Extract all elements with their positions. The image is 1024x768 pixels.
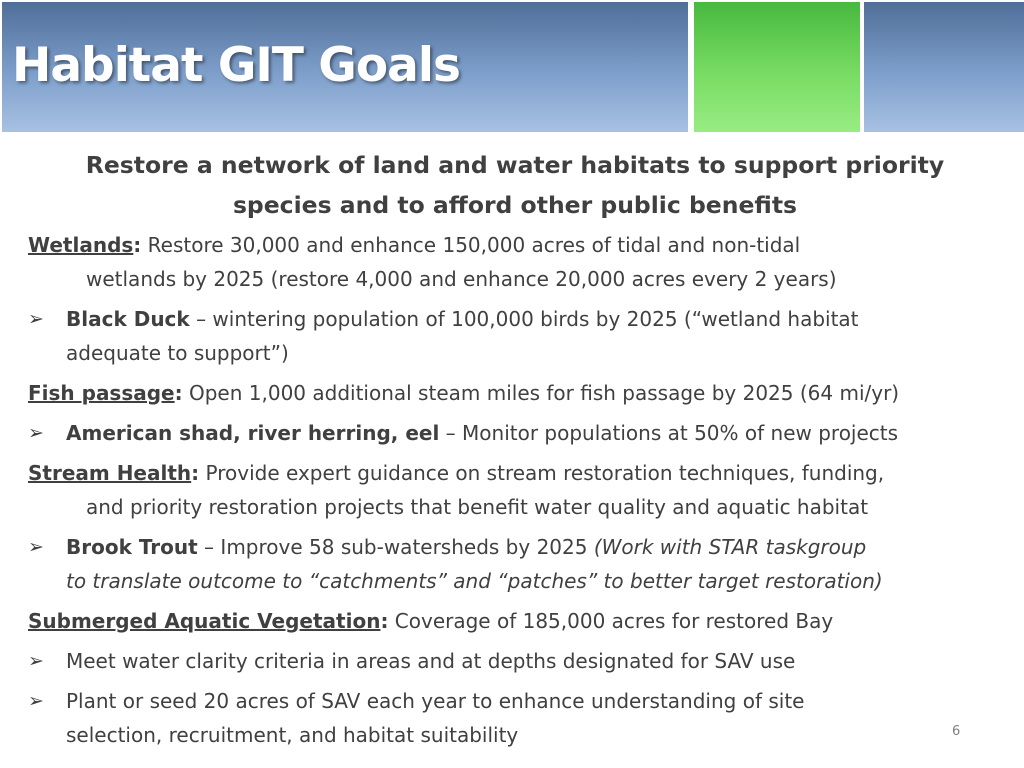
stream-paragraph	[28, 456, 1002, 524]
wetlands-text-2: wetlands by 2025 (restore 4,000 and enhance 20,000 acres every 2 years)	[86, 267, 837, 291]
stream-text-1: Provide expert guidance on stream restoration techniques, funding,	[199, 461, 885, 485]
sav-bullet-1-text: Meet water clarity criteria in areas and at depths designated for SAV use	[66, 649, 796, 673]
brook-trout-italic-2: to translate outcome to “catchments” and “patches” to better target restoration)	[66, 569, 883, 593]
wetlands-paragraph	[28, 228, 1002, 296]
black-duck-label: Black Duck	[66, 307, 190, 331]
stream-colon: :	[191, 461, 200, 485]
shad-label: American shad, river herring, eel	[66, 421, 440, 445]
lead-line-1: Restore a network of land and water habitats to support priority	[85, 151, 945, 179]
arrow-bullet-icon: ➢	[28, 690, 44, 712]
lead-statement	[28, 144, 1002, 226]
slide-title: Habitat GIT Goals	[12, 38, 460, 93]
sav-bullet-2	[28, 684, 1002, 752]
fish-heading: Fish passage	[28, 381, 175, 405]
sav-bullet-1	[28, 644, 1002, 678]
black-duck-text-1: – wintering population of 100,000 birds by 2025 (“wetland habitat	[189, 307, 859, 331]
wetlands-colon: :	[133, 233, 142, 257]
fish-paragraph	[28, 376, 1002, 410]
stream-heading: Stream Health	[28, 461, 192, 485]
shad-text-1: – Monitor populations at 50% of new projects	[439, 421, 899, 445]
lead-line-2: species and to afford other public benefits	[232, 191, 798, 219]
slide-body	[28, 144, 1002, 758]
arrow-bullet-icon: ➢	[28, 536, 44, 558]
fish-text-1: Open 1,000 additional steam miles for fish passage by 2025 (64 mi/yr)	[182, 381, 900, 405]
sav-bullet-2-text-1: Plant or seed 20 acres of SAV each year to enhance understanding of site	[66, 689, 805, 713]
slide-number: 6	[952, 724, 961, 739]
header-blue-block	[864, 2, 1024, 132]
stream-text-2: and priority restoration projects that benefit water quality and aquatic habitat	[86, 495, 869, 519]
wetlands-text-1: Restore 30,000 and enhance 150,000 acres of tidal and non-tidal	[141, 233, 801, 257]
sav-colon: :	[380, 609, 389, 633]
wetlands-heading: Wetlands	[28, 233, 134, 257]
sav-heading: Submerged Aquatic Vegetation	[28, 609, 381, 633]
fish-colon: :	[174, 381, 183, 405]
brook-trout-bullet	[28, 530, 1002, 598]
black-duck-bullet	[28, 302, 1002, 370]
shad-bullet	[28, 416, 1002, 450]
brook-trout-text-1: – Improve 58 sub-watersheds by 2025	[197, 535, 594, 559]
header-banner	[0, 0, 1024, 132]
sav-text-1: Coverage of 185,000 acres for restored Bay	[388, 609, 834, 633]
header-green-block	[694, 2, 860, 132]
arrow-bullet-icon: ➢	[28, 308, 44, 330]
sav-bullet-2-text-2: selection, recruitment, and habitat suitability	[66, 723, 519, 747]
black-duck-text-2: adequate to support”)	[66, 341, 289, 365]
sav-paragraph	[28, 604, 1002, 638]
brook-trout-label: Brook Trout	[66, 535, 198, 559]
brook-trout-italic-1: (Work with STAR taskgroup	[593, 535, 867, 559]
arrow-bullet-icon: ➢	[28, 650, 44, 672]
arrow-bullet-icon: ➢	[28, 422, 44, 444]
